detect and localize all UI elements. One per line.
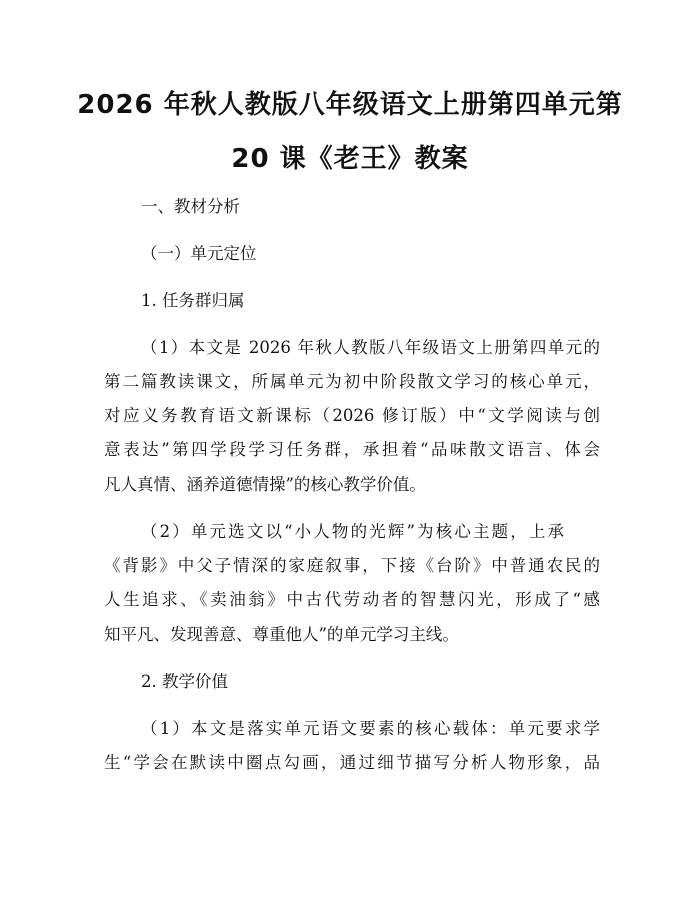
item-heading-teaching-value: 2. 教学价值	[141, 672, 228, 691]
paragraph-1-line-2: 第二篇教读课文，所属单元为初中阶段散文学习的核心单元，	[104, 372, 600, 391]
paragraph-1-line-3: 对应义务教育语文新课标（2026 修订版）中“文学阅读与创	[104, 406, 600, 425]
subsection-heading-unit-positioning: （一）单元定位	[141, 244, 257, 263]
paragraph-3-line-2: 生“学会在默读中圈点勾画，通过细节描写分析人物形象，品	[104, 753, 600, 772]
paragraph-2-line-4: 知平凡、发现善意、尊重他人”的单元学习主线。	[104, 625, 459, 644]
section-heading-textbook-analysis: 一、教材分析	[141, 197, 240, 216]
paragraph-1-line-5: 凡人真情、涵养道德情操”的核心教学价值。	[104, 475, 426, 494]
document-title-line-2: 20 课《老王》教案	[231, 144, 469, 174]
item-heading-task-group: 1. 任务群归属	[141, 291, 245, 310]
document-title-line-1: 2026 年秋人教版八年级语文上册第四单元第	[77, 90, 623, 120]
paragraph-1-line-4: 意表达”第四学段学习任务群，承担着“品味散文语言、体会	[104, 440, 600, 459]
paragraph-3-line-1: （1）本文是落实单元语文要素的核心载体：单元要求学	[141, 719, 600, 738]
paragraph-2-line-3: 人生追求、《卖油翁》中古代劳动者的智慧闪光，形成了“感	[104, 590, 600, 609]
paragraph-2-line-2: 《背影》中父子情深的家庭叙事，下接《台阶》中普通农民的	[104, 556, 600, 575]
paragraph-2-line-1: （2）单元选文以“小人物的光辉”为核心主题，上承	[141, 522, 564, 541]
paragraph-1-line-1: （1）本文是 2026 年秋人教版八年级语文上册第四单元的	[141, 338, 600, 357]
